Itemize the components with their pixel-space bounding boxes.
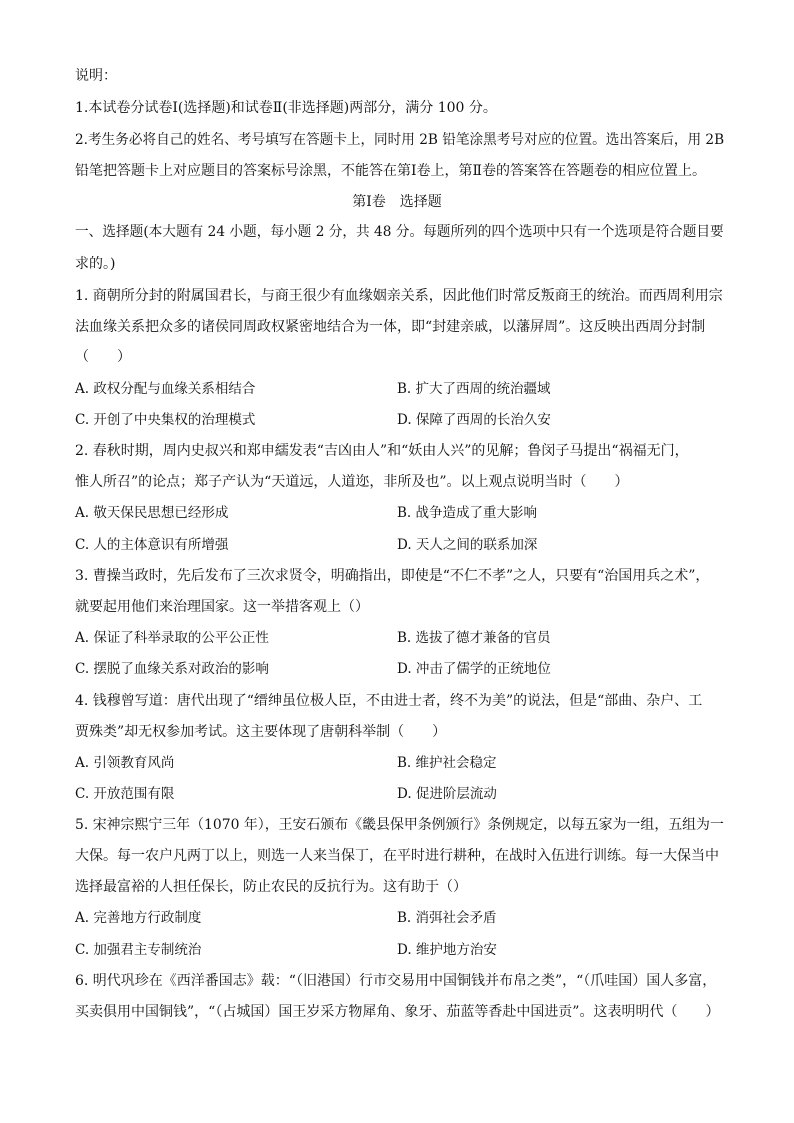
- option-c: C. 开创了中央集权的治理模式: [75, 412, 256, 428]
- option-d: D. 保障了西周的长治久安: [397, 412, 551, 428]
- option-b: B. 战争造成了重大影响: [397, 505, 538, 521]
- option-a: A. 政权分配与血缘关系相结合: [75, 381, 256, 397]
- option-c: C. 摆脱了血缘关系对政治的影响: [75, 661, 269, 677]
- question-text-line: 就要起用他们来治理国家。这一举措客观上（）: [75, 599, 369, 615]
- option-a: A. 保证了科举录取的公平公正性: [75, 630, 269, 646]
- option-d: D. 天人之间的联系加深: [397, 537, 538, 553]
- intro-item-1: 1.本试卷分试卷Ⅰ(选择题)和试卷Ⅱ(非选择题)两部分，满分 100 分。: [75, 100, 497, 116]
- option-c: C. 加强君主专制统治: [75, 942, 202, 958]
- option-b: B. 消弭社会矛盾: [397, 910, 497, 926]
- option-a: A. 完善地方行政制度: [75, 910, 202, 926]
- question-text-line: 惟人所召”的论点；郑子产认为“天道远，人道迩，非所及也”。以上观点说明当时（ ）: [75, 474, 629, 490]
- question-text-line: 6. 明代巩珍在《西洋番国志》载：“（旧港国）行市交易用中国铜钱并布帛之类”，“（爪哇国）国人多富，: [75, 973, 717, 989]
- intro-item-2-line-1: 2.考生务必将自己的姓名、考号填写在答题卡上，同时用 2B 铅笔涂黑考号对应的位置。选出答案后，用 2B: [75, 132, 725, 148]
- question-text-line: 大保。每一农户凡两丁以上，则选一人来当保丁，在平时进行耕种，在战时入伍进行训练。每一大保当中: [75, 848, 719, 864]
- option-d: D. 促进阶层流动: [397, 786, 497, 802]
- option-a: A. 引领教育风尚: [75, 755, 175, 771]
- question-text-line: 3. 曹操当政时，先后发布了三次求贤令，明确指出，即使是“不仁不孝”之人，只要有“治国用兵之术”，: [75, 568, 710, 584]
- option-b: B. 扩大了西周的统治疆域: [397, 381, 551, 397]
- question-text-line: 4. 钱穆曾写道：唐代出现了“缙绅虽位极人臣，不由进士者，终不为美”的说法，但是“部曲、杂户、工: [75, 693, 703, 709]
- option-c: C. 开放范围有限: [75, 786, 175, 802]
- question-text-line: 法血缘关系把众多的诸侯同周政权紧密地结合为一体，即“封建亲戚，以藩屏周”。这反映出西周分封制: [75, 319, 706, 335]
- question-text-line: 2. 春秋时期，周内史叔兴和郑申繻发表“吉凶由人”和“妖由人兴”的见解；鲁闵子马提出“祸福无门，: [75, 443, 689, 459]
- question-text-line: 5. 宋神宗熙宁三年（1070 年），王安石颁布《畿县保甲条例颁行》条例规定，以每五家为一组，五组为一: [75, 817, 724, 833]
- option-c: C. 人的主体意识有所增强: [75, 537, 229, 553]
- section-instruction-line-1: 一、选择题(本大题有 24 小题，每小题 2 分，共 48 分。每题所列的四个选项中只有一个选项是符合题目要: [75, 224, 724, 240]
- option-a: A. 敬天保民思想已经形成: [75, 505, 229, 521]
- section-instruction-line-2: 求的。): [75, 256, 116, 272]
- question-text-line: 选择最富裕的人担任保长，防止农民的反抗行为。这有助于（）: [75, 879, 467, 895]
- intro-label: 说明：: [75, 68, 117, 84]
- option-d: D. 维护地方治安: [397, 942, 497, 958]
- intro-item-2-line-2: 铅笔把答题卡上对应题目的答案标号涂黑，不能答在第Ⅰ卷上，第Ⅱ卷的答案答在答题卷的相应位置上。: [75, 163, 707, 179]
- section-title: 第Ⅰ卷 选择题: [352, 194, 442, 210]
- option-b: B. 选拔了德才兼备的官员: [397, 630, 551, 646]
- question-text-line: 贾殊类”却无权参加考试。这主要体现了唐朝科举制（ ）: [75, 724, 447, 740]
- question-text-line: 买卖俱用中国铜钱”，“（占城国）国王岁采方物犀角、象牙、茄蓝等香赴中国进贡”。这表明明代（ ）: [75, 1004, 720, 1020]
- question-text-line: （ ）: [75, 349, 131, 365]
- option-b: B. 维护社会稳定: [397, 755, 497, 771]
- question-text-line: 1. 商朝所分封的附属国君长，与商王很少有血缘姻亲关系，因此他们时常反叛商王的统治。而西周利用宗: [75, 288, 723, 304]
- option-d: D. 冲击了儒学的正统地位: [397, 661, 551, 677]
